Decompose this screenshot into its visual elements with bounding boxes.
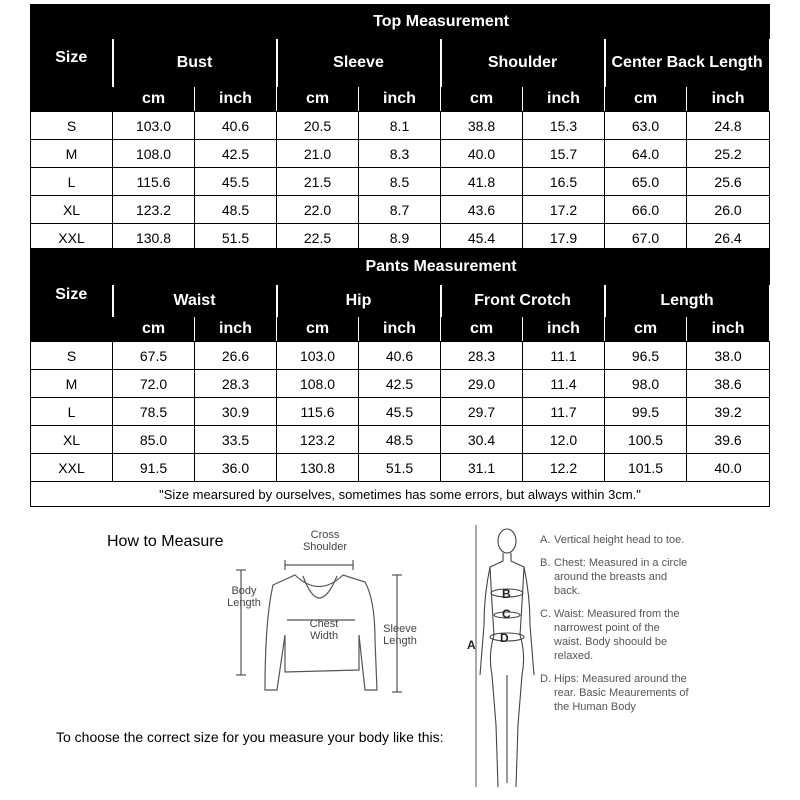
definition-text: Waist: Measured from the narrowest point of the waist. Body shoould be relaxed. xyxy=(554,608,680,662)
table-cell: 40.6 xyxy=(195,112,277,140)
body-figure-illustration xyxy=(470,525,540,795)
table-cell: 101.5 xyxy=(605,454,687,482)
group-header-waist: Waist xyxy=(113,286,277,317)
size-label: XL xyxy=(31,196,113,224)
table-cell: 15.7 xyxy=(523,140,605,168)
table-cell: 39.6 xyxy=(687,426,770,454)
marker-a: A xyxy=(467,638,476,652)
size-label: L xyxy=(31,168,113,196)
table-cell: 26.0 xyxy=(687,196,770,224)
table-cell: 96.5 xyxy=(605,342,687,370)
table-cell: 72.0 xyxy=(113,370,195,398)
table-cell: 67.0 xyxy=(605,224,687,252)
group-header-length: Length xyxy=(605,286,770,317)
table-cell: 115.6 xyxy=(113,168,195,196)
group-header-center-back-length: Center Back Length xyxy=(605,40,770,87)
unit-header: inch xyxy=(523,317,605,342)
table-cell: 66.0 xyxy=(605,196,687,224)
group-header-bust: Bust xyxy=(113,40,277,87)
unit-header: inch xyxy=(359,317,441,342)
table-cell: 40.6 xyxy=(359,342,441,370)
unit-header: inch xyxy=(687,87,770,112)
definition-text: Chest: Measured in a circle around the breasts and back. xyxy=(554,557,688,597)
table-cell: 8.1 xyxy=(359,112,441,140)
table-cell: 8.5 xyxy=(359,168,441,196)
unit-header: cm xyxy=(441,87,523,112)
table-cell: 31.1 xyxy=(441,454,523,482)
table-cell: 85.0 xyxy=(113,426,195,454)
table-cell: 24.8 xyxy=(687,112,770,140)
size-label: XXL xyxy=(31,224,113,252)
unit-header: cm xyxy=(113,317,195,342)
table-cell: 123.2 xyxy=(277,426,359,454)
table-cell: 130.8 xyxy=(277,454,359,482)
table-cell: 11.7 xyxy=(523,398,605,426)
table-cell: 41.8 xyxy=(441,168,523,196)
unit-header: inch xyxy=(195,317,277,342)
table-cell: 8.3 xyxy=(359,140,441,168)
definition-c xyxy=(540,607,690,663)
table-cell: 103.0 xyxy=(113,112,195,140)
table-cell: 45.5 xyxy=(195,168,277,196)
group-header-sleeve: Sleeve xyxy=(277,40,441,87)
table-cell: 16.5 xyxy=(523,168,605,196)
measurement-note: "Size mearsured by ourselves, sometimes has some errors, but always within 3cm." xyxy=(31,482,770,507)
top-measurement-title: Top Measurement xyxy=(113,5,770,40)
table-cell: 38.6 xyxy=(687,370,770,398)
unit-header: cm xyxy=(277,317,359,342)
table-row xyxy=(31,196,770,224)
table-row xyxy=(31,140,770,168)
table-cell: 8.7 xyxy=(359,196,441,224)
pants-measurement-table xyxy=(30,248,771,507)
size-label: M xyxy=(31,370,113,398)
table-cell: 11.4 xyxy=(523,370,605,398)
table-cell: 12.0 xyxy=(523,426,605,454)
table-cell: 45.5 xyxy=(359,398,441,426)
unit-header: cm xyxy=(113,87,195,112)
table-cell: 42.5 xyxy=(195,140,277,168)
unit-header: inch xyxy=(687,317,770,342)
table-cell: 43.6 xyxy=(441,196,523,224)
size-label: XXL xyxy=(31,454,113,482)
definition-key: A. xyxy=(540,534,551,546)
definition-b xyxy=(540,556,690,598)
definition-key: C. xyxy=(540,608,551,620)
unit-header: inch xyxy=(359,87,441,112)
table-cell: 25.6 xyxy=(687,168,770,196)
table-cell: 123.2 xyxy=(113,196,195,224)
table-cell: 29.0 xyxy=(441,370,523,398)
table-cell: 38.0 xyxy=(687,342,770,370)
table-cell: 28.3 xyxy=(195,370,277,398)
definition-key: B. xyxy=(540,557,551,569)
table-row xyxy=(31,454,770,482)
unit-header: inch xyxy=(523,87,605,112)
table-cell: 22.5 xyxy=(277,224,359,252)
size-column-header: Size xyxy=(31,249,113,342)
definition-d xyxy=(540,672,690,714)
chest-width-label: Chest Width xyxy=(309,618,339,642)
unit-header: cm xyxy=(605,317,687,342)
definition-text: Hips: Measured around the rear. Basic Meaurements of the Human Body xyxy=(554,673,689,713)
table-cell: 51.5 xyxy=(195,224,277,252)
table-cell: 22.0 xyxy=(277,196,359,224)
table-cell: 103.0 xyxy=(277,342,359,370)
table-cell: 98.0 xyxy=(605,370,687,398)
table-cell: 29.7 xyxy=(441,398,523,426)
table-cell: 21.5 xyxy=(277,168,359,196)
cross-shoulder-label: Cross Shoulder xyxy=(302,529,348,553)
marker-b: B xyxy=(502,587,511,601)
body-length-label: Body Length xyxy=(227,585,261,609)
marker-d: D xyxy=(500,631,509,645)
table-cell: 8.9 xyxy=(359,224,441,252)
group-header-shoulder: Shoulder xyxy=(441,40,605,87)
table-row xyxy=(31,398,770,426)
table-cell: 115.6 xyxy=(277,398,359,426)
table-cell: 30.4 xyxy=(441,426,523,454)
table-cell: 108.0 xyxy=(277,370,359,398)
table-cell: 99.5 xyxy=(605,398,687,426)
table-cell: 28.3 xyxy=(441,342,523,370)
table-cell: 40.0 xyxy=(687,454,770,482)
group-header-hip: Hip xyxy=(277,286,441,317)
table-cell: 17.9 xyxy=(523,224,605,252)
unit-header: cm xyxy=(441,317,523,342)
table-cell: 21.0 xyxy=(277,140,359,168)
definition-a xyxy=(540,533,690,547)
table-cell: 36.0 xyxy=(195,454,277,482)
how-to-measure-title: How to Measure xyxy=(107,533,224,550)
measurement-definitions xyxy=(540,533,690,723)
table-cell: 51.5 xyxy=(359,454,441,482)
table-cell: 15.3 xyxy=(523,112,605,140)
table-cell: 42.5 xyxy=(359,370,441,398)
table-cell: 12.2 xyxy=(523,454,605,482)
table-cell: 130.8 xyxy=(113,224,195,252)
table-cell: 48.5 xyxy=(359,426,441,454)
size-label: M xyxy=(31,140,113,168)
top-table-body xyxy=(31,112,770,252)
definition-key: D. xyxy=(540,673,551,685)
pants-measurement-title: Pants Measurement xyxy=(113,249,770,286)
table-cell: 33.5 xyxy=(195,426,277,454)
size-label: XL xyxy=(31,426,113,454)
size-label: L xyxy=(31,398,113,426)
table-cell: 78.5 xyxy=(113,398,195,426)
size-label: S xyxy=(31,342,113,370)
top-measurement-table xyxy=(30,4,771,252)
unit-header: cm xyxy=(277,87,359,112)
table-cell: 30.9 xyxy=(195,398,277,426)
sleeve-length-label: Sleeve Length xyxy=(383,623,417,647)
table-row xyxy=(31,112,770,140)
table-cell: 38.8 xyxy=(441,112,523,140)
definition-text: Vertical height head to toe. xyxy=(554,534,685,546)
table-cell: 64.0 xyxy=(605,140,687,168)
unit-header: cm xyxy=(605,87,687,112)
marker-c: C xyxy=(502,607,511,621)
group-header-front-crotch: Front Crotch xyxy=(441,286,605,317)
table-row xyxy=(31,168,770,196)
garment-measure-illustration xyxy=(225,540,425,700)
table-row xyxy=(31,342,770,370)
size-label: S xyxy=(31,112,113,140)
size-column-header: Size xyxy=(31,5,113,112)
table-row xyxy=(31,370,770,398)
table-cell: 67.5 xyxy=(113,342,195,370)
table-cell: 26.6 xyxy=(195,342,277,370)
table-cell: 45.4 xyxy=(441,224,523,252)
table-cell: 25.2 xyxy=(687,140,770,168)
table-cell: 26.4 xyxy=(687,224,770,252)
table-cell: 100.5 xyxy=(605,426,687,454)
table-cell: 91.5 xyxy=(113,454,195,482)
table-cell: 63.0 xyxy=(605,112,687,140)
table-cell: 65.0 xyxy=(605,168,687,196)
table-cell: 108.0 xyxy=(113,140,195,168)
unit-header: inch xyxy=(195,87,277,112)
table-row xyxy=(31,426,770,454)
note-row xyxy=(31,482,770,507)
choose-size-instruction: To choose the correct size for you measure your body like this: xyxy=(56,729,444,745)
table-cell: 39.2 xyxy=(687,398,770,426)
table-cell: 11.1 xyxy=(523,342,605,370)
table-cell: 48.5 xyxy=(195,196,277,224)
pants-table-body xyxy=(31,342,770,507)
table-cell: 40.0 xyxy=(441,140,523,168)
table-cell: 17.2 xyxy=(523,196,605,224)
table-cell: 20.5 xyxy=(277,112,359,140)
